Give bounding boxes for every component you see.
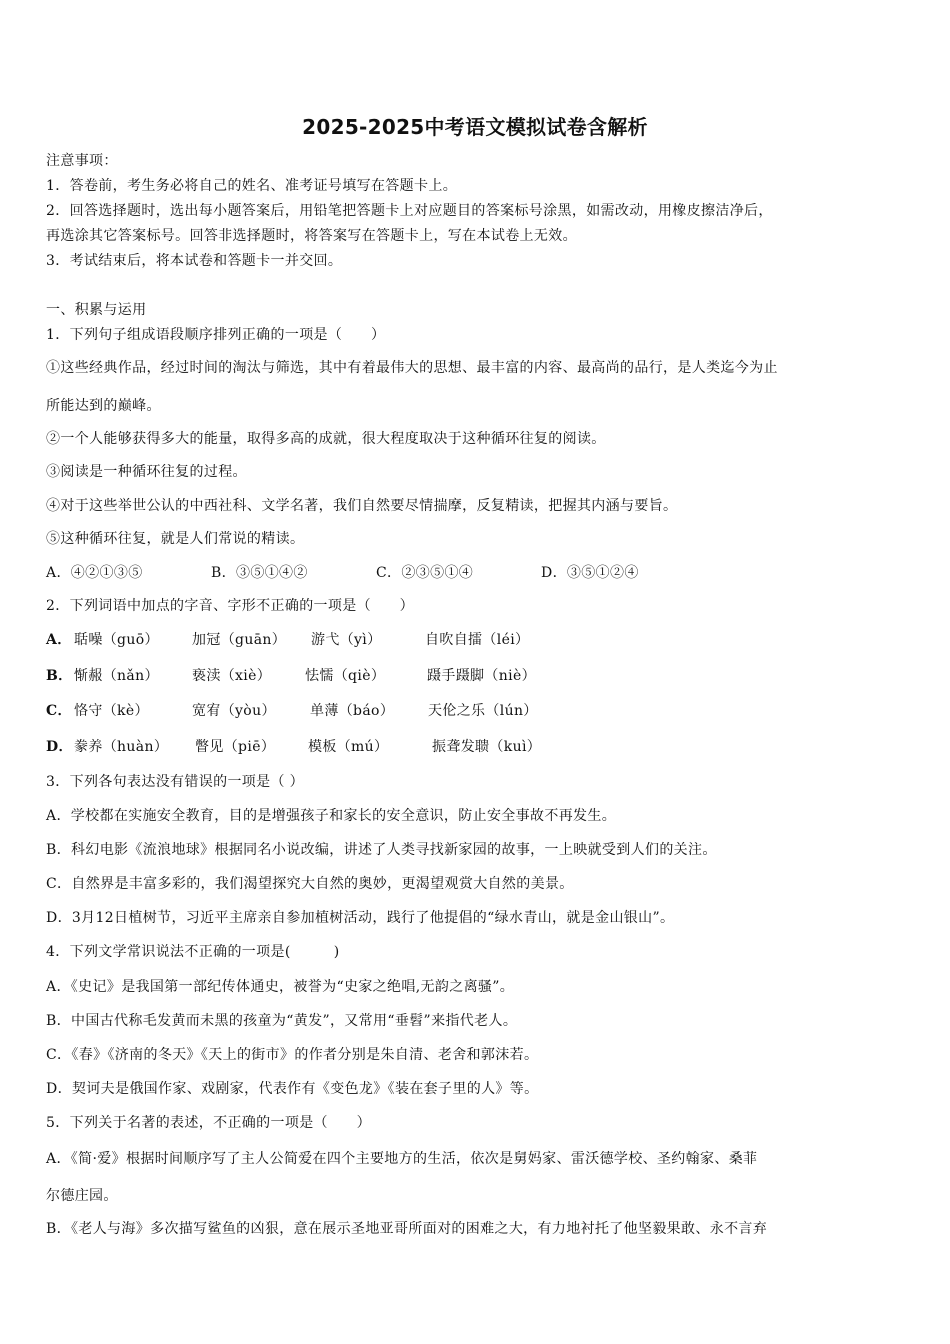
question-1-stem: 1．下列句子组成语段顺序排列正确的一项是（ ） xyxy=(46,327,386,343)
question-3-option-a[interactable]: A．学校都在实施安全教育，目的是增强孩子和家长的安全意识，防止安全事故不再发生。 xyxy=(46,808,617,824)
notice-item-1: 1．答卷前，考生务必将自己的姓名、准考证号填写在答题卡上。 xyxy=(46,178,458,194)
option-letter: C． xyxy=(46,703,72,719)
question-5-option-a-cont: 尔德庄园。 xyxy=(46,1188,118,1204)
word-item: 恪守（kè） xyxy=(74,703,149,719)
question-1-option-d[interactable]: D．③⑤①②④ xyxy=(541,565,639,581)
question-1-option-a[interactable]: A．④②①③⑤ xyxy=(46,565,143,581)
question-1-option-b[interactable]: B．③⑤①④② xyxy=(211,565,308,581)
word-item: 惭赧（nǎn） xyxy=(74,668,159,684)
question-1-sentence-5: ⑤这种循环往复，就是人们常说的精读。 xyxy=(46,531,305,547)
notice-heading: 注意事项： xyxy=(46,153,118,169)
question-3-option-d[interactable]: D．3月12日植树节，习近平主席亲自参加植树活动，践行了他提倡的“绿水青山，就是金山银山”。 xyxy=(46,910,675,926)
word-item: 亵渎（xiè） xyxy=(192,668,272,684)
question-4-option-b[interactable]: B．中国古代称毛发黄而未黑的孩童为“黄发”，又常用“垂髫”来指代老人。 xyxy=(46,1013,518,1029)
question-4-option-d[interactable]: D．契诃夫是俄国作家、戏剧家，代表作有《变色龙》《装在套子里的人》等。 xyxy=(46,1081,539,1097)
question-2-option-c[interactable] xyxy=(46,701,906,721)
word-item: 怯懦（qiè） xyxy=(305,668,386,684)
option-letter: A． xyxy=(46,632,72,648)
word-item: 加冠（guān） xyxy=(192,632,287,648)
question-5-option-b[interactable]: B．《老人与海》多次描写鲨鱼的凶狠，意在展示圣地亚哥所面对的困难之大，有力地衬托了他坚毅果敢、永不言弃 xyxy=(46,1221,768,1237)
option-letter: B． xyxy=(46,668,73,684)
question-1-option-c[interactable]: C．②③⑤①④ xyxy=(376,565,474,581)
question-4-option-c[interactable]: C．《春》《济南的冬天》《天上的街市》的作者分别是朱自清、老舍和郭沫若。 xyxy=(46,1047,539,1063)
option-letter: D． xyxy=(46,739,73,755)
word-item: 瞥见（piē） xyxy=(195,739,276,755)
word-item: 天伦之乐（lún） xyxy=(428,703,538,719)
question-1-sentence-4: ④对于这些举世公认的中西社科、文学名著，我们自然要尽情揣摩，反复精读，把握其内涵与要旨。 xyxy=(46,498,678,514)
word-item: 蹑手蹑脚（niè） xyxy=(427,668,536,684)
word-item: 自吹自擂（léi） xyxy=(425,632,530,648)
notice-item-3: 3．考试结束后，将本试卷和答题卡一并交回。 xyxy=(46,253,343,269)
question-3-option-c[interactable]: C．自然界是丰富多彩的，我们渴望探究大自然的奥妙，更渴望观赏大自然的美景。 xyxy=(46,876,574,892)
question-3-stem: 3．下列各句表达没有错误的一项是（ ） xyxy=(46,774,305,790)
question-1-sentence-1: ①这些经典作品，经过时间的淘汰与筛选，其中有着最伟大的思想、最丰富的内容、最高尚的品行，是人类迄今为止 xyxy=(46,360,778,376)
question-2-option-d[interactable] xyxy=(46,737,906,757)
question-3-option-b[interactable]: B．科幻电影《流浪地球》根据同名小说改编，讲述了人类寻找新家园的故事，一上映就受到人们的关注。 xyxy=(46,842,717,858)
notice-item-2-cont: 再选涂其它答案标号。回答非选择题时，将答案写在答题卡上，写在本试卷上无效。 xyxy=(46,228,577,244)
notice-item-2: 2．回答选择题时，选出每小题答案后，用铅笔把答题卡上对应题目的答案标号涂黑，如需改动，用橡皮擦洁净后， xyxy=(46,203,773,219)
question-1-sentence-2: ②一个人能够获得多大的能量，取得多高的成就，很大程度取决于这种循环往复的阅读。 xyxy=(46,431,606,447)
word-item: 聒噪（guō） xyxy=(74,632,159,648)
question-4-option-a[interactable]: A．《史记》是我国第一部纪传体通史，被誉为“史家之绝唱,无韵之离骚”。 xyxy=(46,979,515,995)
question-1-options xyxy=(46,563,906,583)
section-heading: 一、积累与运用 xyxy=(46,302,147,318)
word-item: 宽宥（yòu） xyxy=(192,703,276,719)
question-5-stem: 5．下列关于名著的表述，不正确的一项是（ ） xyxy=(46,1115,371,1131)
question-2-stem: 2．下列词语中加点的字音、字形不正确的一项是（ ） xyxy=(46,598,415,614)
page-title: 2025-2025中考语文模拟试卷含解析 xyxy=(302,115,648,139)
question-1-sentence-3: ③阅读是一种循环往复的过程。 xyxy=(46,464,247,480)
question-4-stem: 4．下列文学常识说法不正确的一项是( ) xyxy=(46,944,340,960)
word-item: 游弋（yì） xyxy=(311,632,382,648)
question-5-option-a[interactable]: A．《简·爱》根据时间顺序写了主人公简爱在四个主要地方的生活，依次是舅妈家、雷沃德学校、圣约翰家、桑菲 xyxy=(46,1151,758,1167)
question-2-option-a[interactable] xyxy=(46,630,906,650)
question-2-option-b[interactable] xyxy=(46,666,906,686)
word-item: 豢养（huàn） xyxy=(74,739,169,755)
word-item: 单薄（báo） xyxy=(310,703,395,719)
word-item: 模板（mú） xyxy=(308,739,389,755)
word-item: 振聋发聩（kuì） xyxy=(432,739,542,755)
question-1-sentence-1-cont: 所能达到的巅峰。 xyxy=(46,398,161,414)
